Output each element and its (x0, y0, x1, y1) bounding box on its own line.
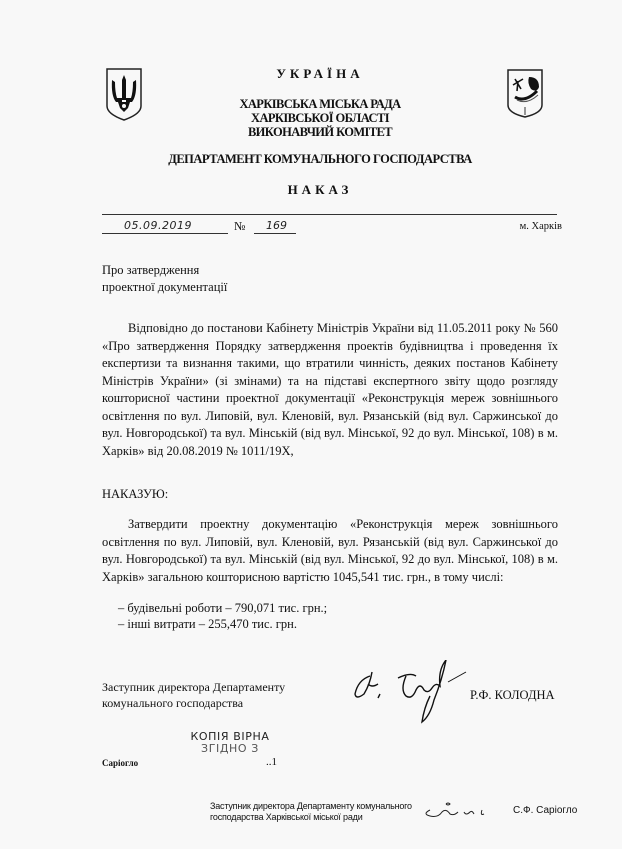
department-heading: ДЕПАРТАМЕНТ КОМУНАЛЬНОГО ГОСПОДАРСТВА (168, 152, 472, 166)
preamble-paragraph: Відповідно до постанови Кабінету Міністрів України від 11.05.2011 року № 560 «Про затвердження Порядку затвердження проектів будівництва і проведення їх експертизи та визнання такими, що втратили чинність, деяких постанов Кабінету Міністрів України» (зі змінами) та на підставі експертного звіту щодо розгляду кошторисної частини проектної документації «Реконструкція мереж зовнішнього освітлення по вул. Липовій, вул. Кленовій, вул. Рязанській (від вул. Саржинської до вул. Новгородської) та вул. Мінській (від вул. Мінської, 92 до вул. Мінської, 108) в м. Харків» від 20.08.2019 № 1011/19Х, (102, 321, 558, 458)
signatory-title-line: комунального господарства (102, 696, 244, 710)
city-label: м. Харків (519, 221, 562, 232)
order-directive: НАКАЗУЮ: (102, 487, 169, 501)
council-line: ХАРКІВСЬКОЇ ОБЛАСТІ (251, 111, 389, 125)
order-paragraph: Затвердити проектну документацію «Реконструкція мереж зовнішнього освітлення по вул. Липовій, вул. Кленовій, вул. Рязанській (від вул. Саржинської до вул. Новгородської) та вул. Мінській (від вул. Мінської, 92 до вул. Мінської, 108) в м. Харків» загальною кошторисною вартістю 1045,541 тис. грн., в тому числі: (102, 517, 558, 584)
country-heading: УКРАЇНА (276, 66, 364, 81)
stamp-mark: ..1 (266, 756, 277, 768)
signatory-name: Р.Ф. КОЛОДНА (470, 688, 555, 702)
order-date: 05.09.2019 (102, 219, 228, 234)
date-number-row (102, 219, 562, 237)
council-line: ХАРКІВСЬКА МІСЬКА РАДА (239, 97, 401, 111)
subject-line: проектної документації (102, 280, 228, 294)
council-line: ВИКОНАВЧИЙ КОМІТЕТ (247, 125, 393, 139)
signatory-title-line: Заступник директора Департаменту (102, 680, 286, 694)
document-type-heading: НАКАЗ (287, 182, 353, 197)
cost-item: – інші витрати – 255,470 тис. грн. (118, 617, 297, 631)
order-number: 169 (254, 219, 296, 234)
certification-title-line: Заступник директора Департаменту комунального (210, 801, 412, 811)
signatory-title (102, 679, 285, 711)
certification-title-line: господарства Харківської міської ради (210, 812, 363, 822)
cost-list (118, 600, 327, 632)
copy-certified-stamp (170, 731, 290, 755)
subject-block (102, 262, 227, 296)
stamp-line: ЗГІДНО З (201, 742, 259, 755)
certification-signature (420, 800, 495, 822)
handwritten-signature (350, 660, 480, 730)
number-label: № (234, 219, 246, 233)
header-divider (102, 214, 557, 215)
kharkiv-coat-of-arms-icon (505, 67, 545, 120)
subject-line: Про затвердження (102, 263, 200, 277)
certification-name: С.Ф. Саріогло (513, 805, 578, 816)
council-heading (150, 97, 490, 139)
certification-title (210, 801, 412, 823)
clerk-name: Саріогло (102, 758, 139, 768)
trident-coat-of-arms-icon (104, 66, 144, 122)
cost-item: – будівельні роботи – 790,071 тис. грн.; (118, 601, 328, 615)
stamp-line: КОПІЯ ВІРНА (190, 730, 270, 743)
